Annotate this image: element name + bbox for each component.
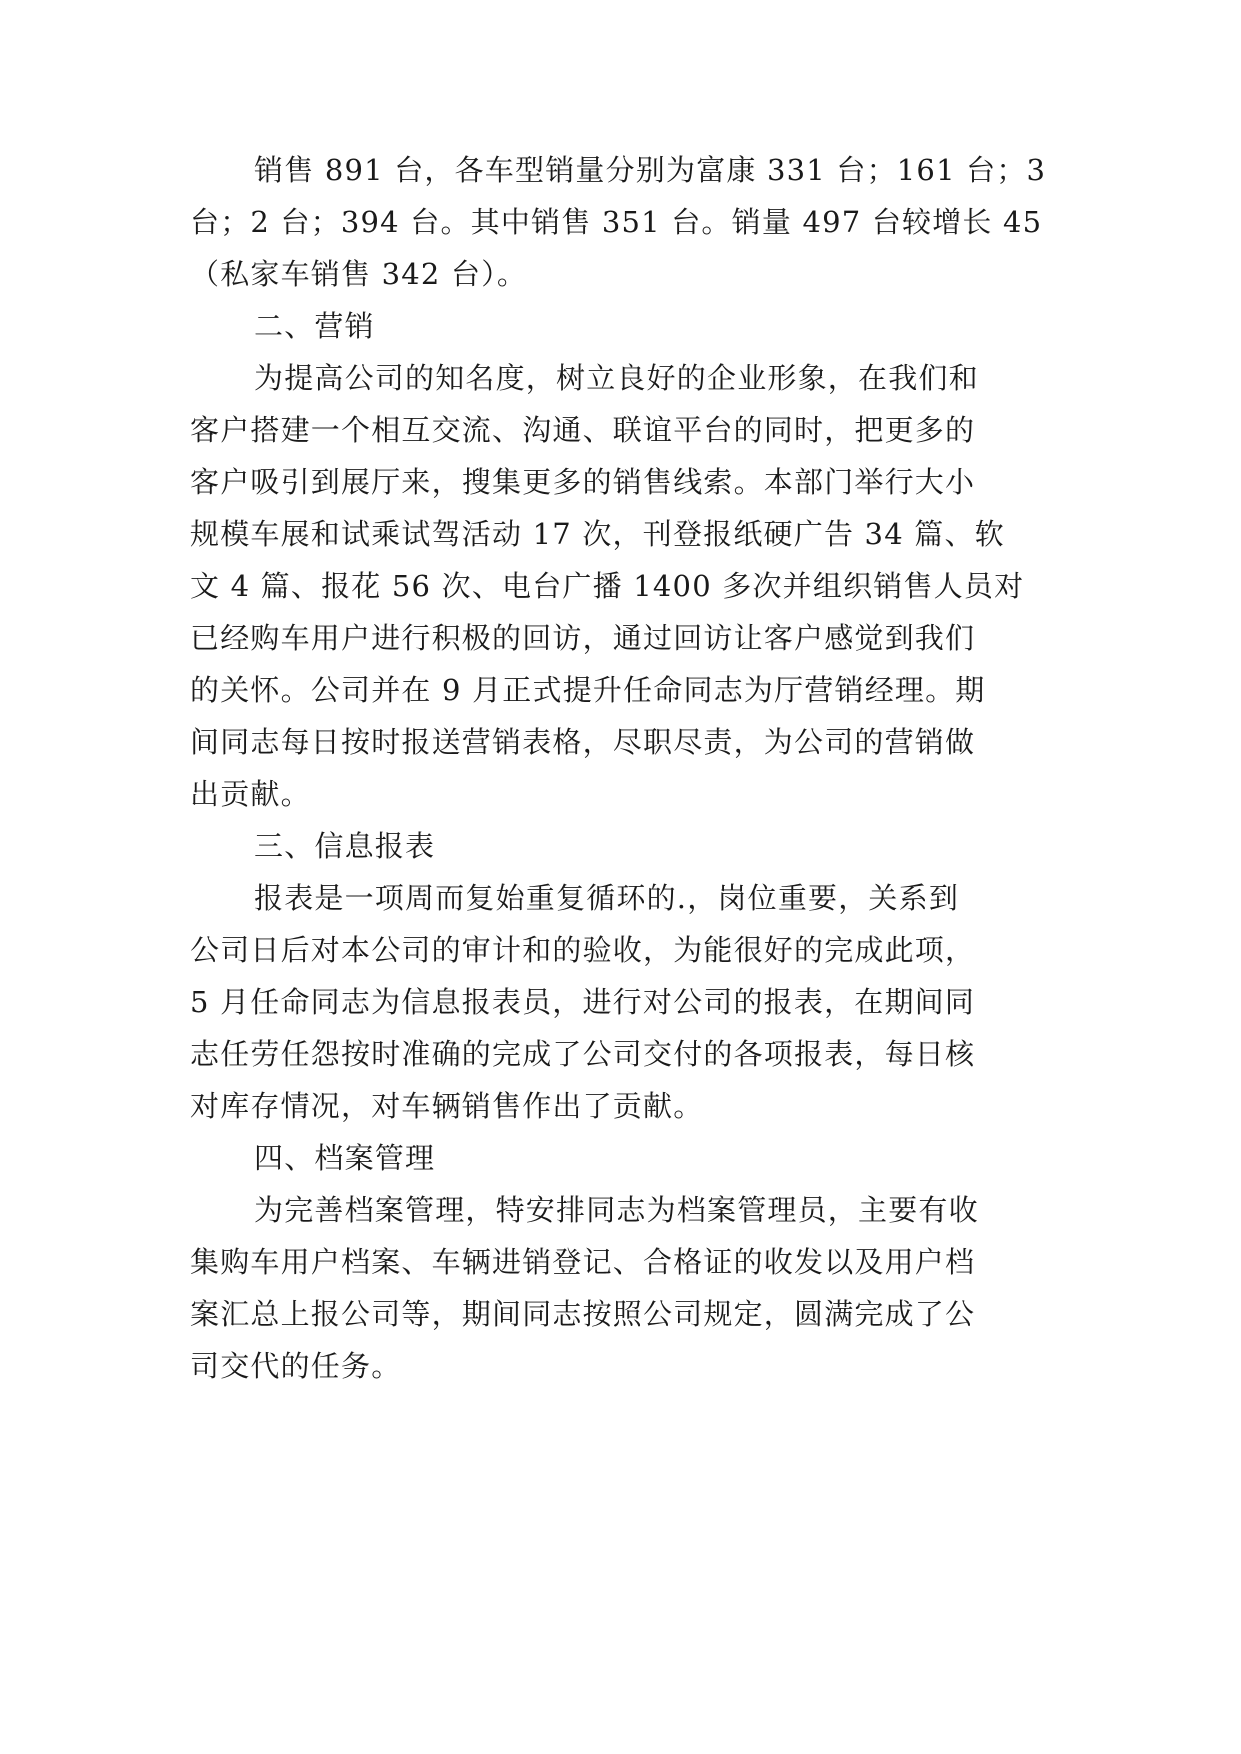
text-line: 文 4 篇、报花 56 次、电台广播 1400 多次并组织销售人员对: [190, 569, 1025, 603]
text-line: 客户搭建一个相互交流、沟通、联谊平台的同时，把更多的: [190, 413, 976, 447]
text-line: 的关怀。公司并在 9 月正式提升任命同志为厅营销经理。期: [190, 673, 986, 707]
text-line: 已经购车用户进行积极的回访，通过回访让客户感觉到我们: [190, 621, 976, 655]
text-line: 为完善档案管理，特安排同志为档案管理员，主要有收: [254, 1193, 979, 1227]
text-line: 间同志每日按时报送营销表格，尽职尽责，为公司的营销做: [190, 725, 976, 759]
text-line: 5 月任命同志为信息报表员，进行对公司的报表，在期间同: [190, 985, 976, 1019]
text-line: 台；2 台；394 台。其中销售 351 台。销量 497 台较增长 45: [190, 205, 1043, 239]
text-line: 志任劳任怨按时准确的完成了公司交付的各项报表，每日核: [190, 1037, 976, 1071]
text-line: （私家车销售 342 台）。: [190, 257, 528, 291]
text-line: 客户吸引到展厅来，搜集更多的销售线索。本部门举行大小: [190, 465, 976, 499]
text-line: 报表是一项周而复始重复循环的.，岗位重要，关系到: [254, 881, 960, 915]
section-heading: 二、营销: [254, 309, 375, 343]
text-line: 公司日后对本公司的审计和的验收，为能很好的完成此项，: [190, 933, 976, 967]
section-heading: 四、档案管理: [254, 1141, 436, 1175]
text-line: 集购车用户档案、车辆进销登记、合格证的收发以及用户档: [190, 1245, 976, 1279]
section-heading: 三、信息报表: [254, 829, 436, 863]
text-line: 司交代的任务。: [190, 1349, 402, 1383]
text-line: 案汇总上报公司等，期间同志按照公司规定，圆满完成了公: [190, 1297, 976, 1331]
text-line: 为提高公司的知名度，树立良好的企业形象，在我们和: [254, 361, 979, 395]
text-line: 对库存情况，对车辆销售作出了贡献。: [190, 1089, 704, 1123]
text-line: 销售 891 台，各车型销量分别为富康 331 台；161 台；3: [254, 153, 1047, 187]
text-line: 出贡献。: [190, 777, 311, 811]
text-line: 规模车展和试乘试驾活动 17 次，刊登报纸硬广告 34 篇、软: [190, 517, 1005, 551]
